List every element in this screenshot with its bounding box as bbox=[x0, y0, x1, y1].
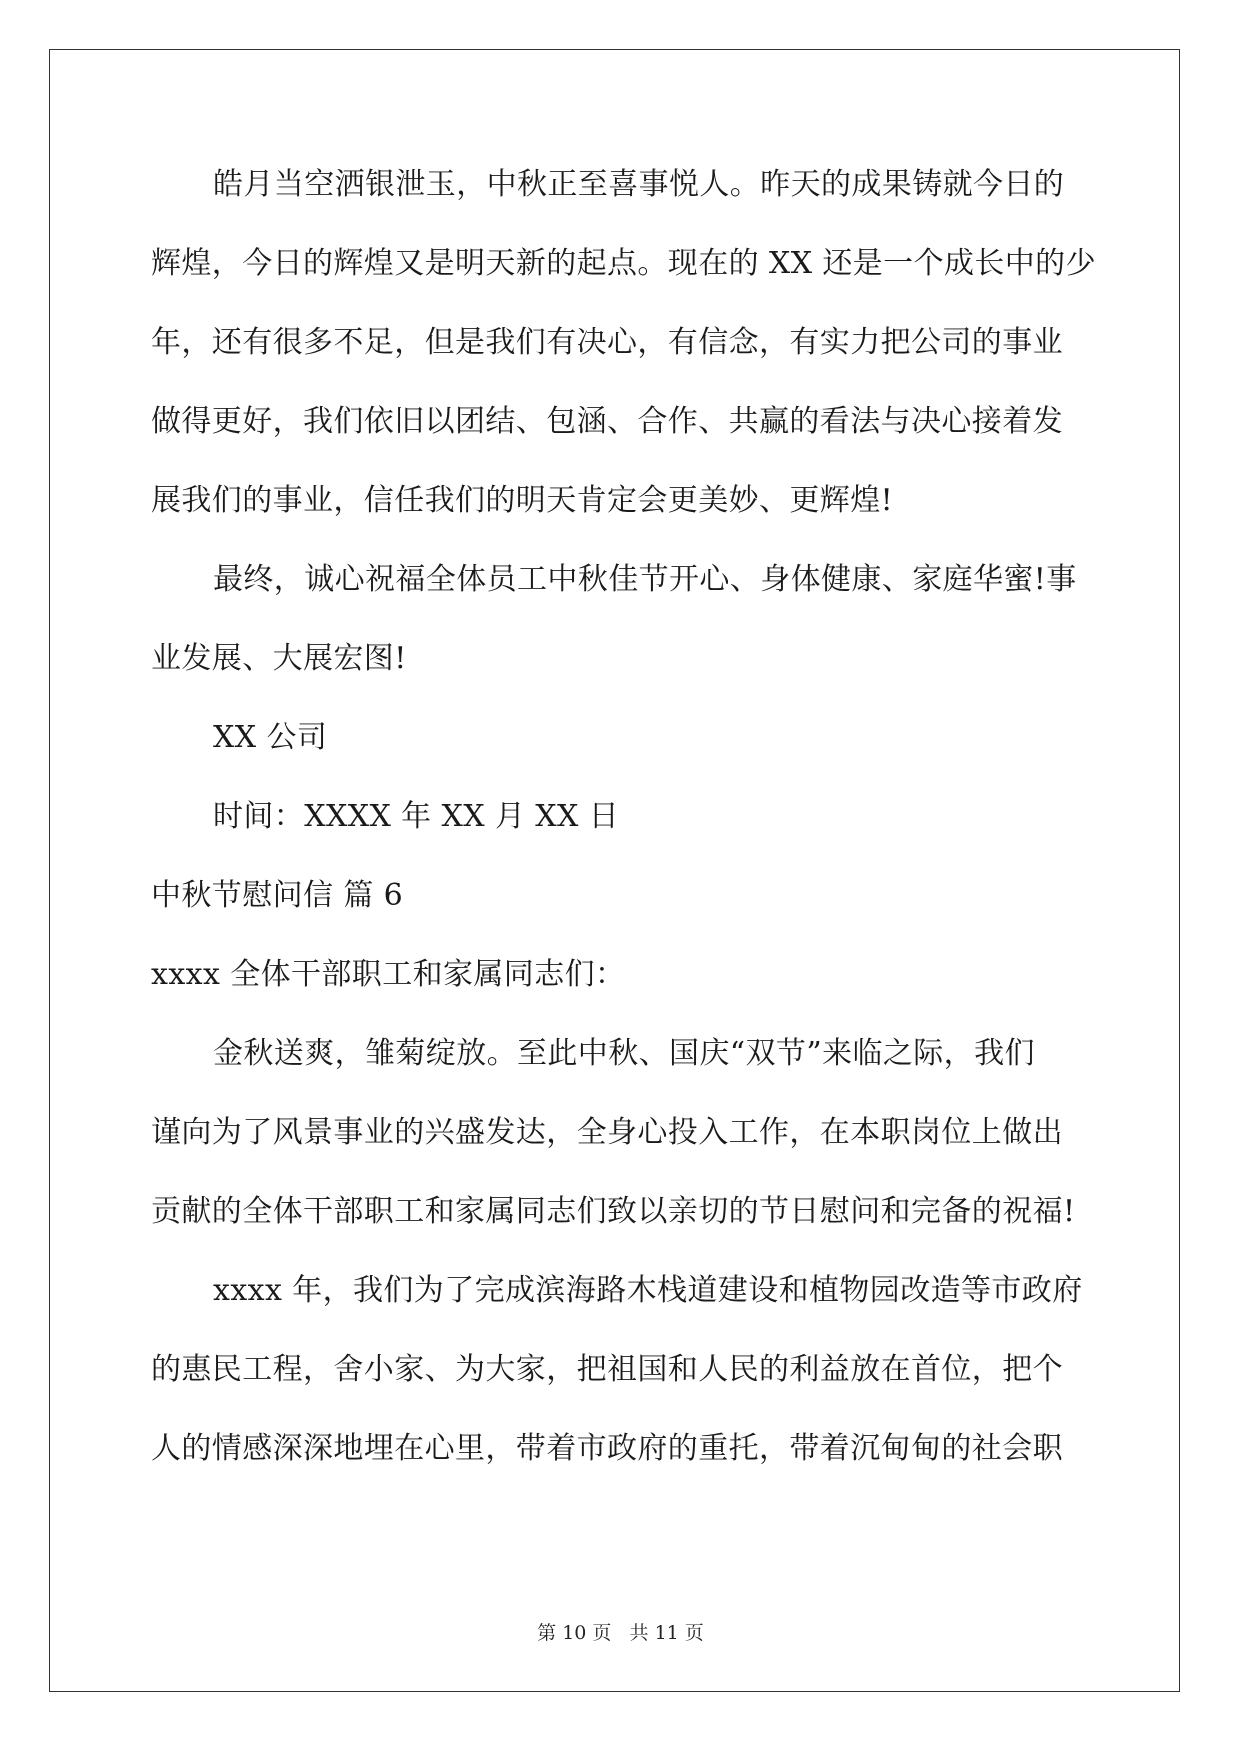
salutation: xxxx 全体干部职工和家属同志们： bbox=[151, 957, 626, 992]
paragraph-line: 贡献的全体干部职工和家属同志们致以亲切的节日慰问和完备的祝福! bbox=[151, 1194, 1076, 1229]
paragraph-line: xxxx 年，我们为了完成滨海路木栈道建设和植物园改造等市政府 bbox=[213, 1273, 1083, 1308]
signature-date: 时间：XXXX 年 XX 月 XX 日 bbox=[213, 799, 620, 834]
paragraph-line: 业发展、大展宏图! bbox=[151, 641, 407, 676]
paragraph-line: 做得更好，我们依旧以团结、包涵、合作、共赢的看法与决心接着发 bbox=[151, 404, 1063, 439]
paragraph-line: 人的情感深深地埋在心里，带着市政府的重托，带着沉甸甸的社会职 bbox=[151, 1431, 1063, 1466]
paragraph-line: 金秋送爽，雏菊绽放。至此中秋、国庆“双节”来临之际，我们 bbox=[213, 1036, 1035, 1071]
document-body bbox=[151, 160, 1096, 1503]
paragraph-line: 年，还有很多不足，但是我们有决心，有信念，有实力把公司的事业 bbox=[151, 325, 1063, 360]
paragraph-line: 谨向为了风景事业的兴盛发达，全身心投入工作，在本职岗位上做出 bbox=[151, 1115, 1063, 1150]
paragraph-line: 皓月当空洒银泄玉，中秋正至喜事悦人。昨天的成果铸就今日的 bbox=[213, 167, 1065, 202]
page-number: 第 10 页 共 11 页 bbox=[537, 1622, 704, 1644]
paragraph-line: 辉煌，今日的辉煌又是明天新的起点。现在的 XX 还是一个成长中的少 bbox=[151, 246, 1096, 281]
paragraph-line: 最终，诚心祝福全体员工中秋佳节开心、身体健康、家庭华蜜!事 bbox=[213, 562, 1077, 597]
paragraph-line: 的惠民工程，舍小家、为大家，把祖国和人民的利益放在首位，把个 bbox=[151, 1352, 1063, 1387]
paragraph-line: 展我们的事业，信任我们的明天肯定会更美妙、更辉煌! bbox=[151, 483, 894, 518]
section-heading: 中秋节慰问信 篇 6 bbox=[151, 878, 404, 913]
signature-company: XX 公司 bbox=[213, 720, 328, 755]
